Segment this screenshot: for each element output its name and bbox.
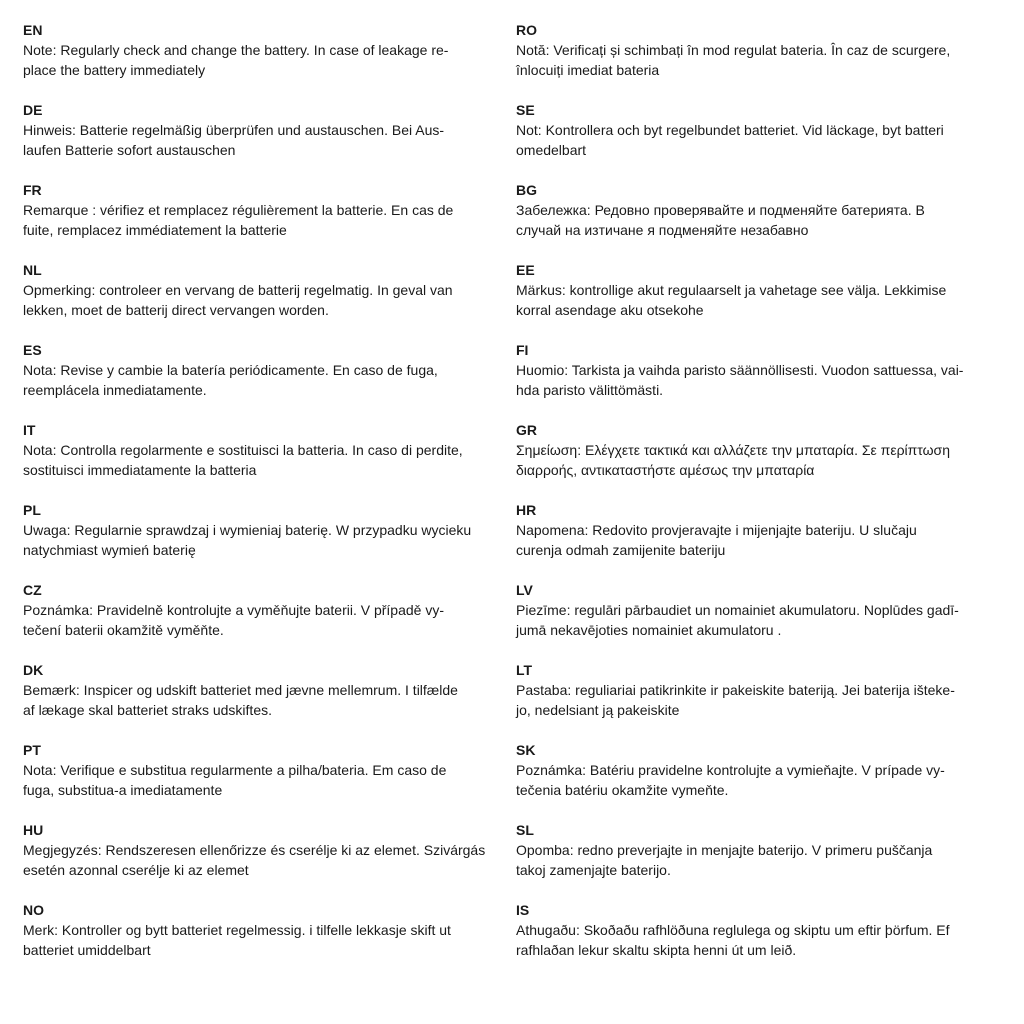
battery-note: Megjegyzés: Rendszeresen ellenőrizze és cserélje ki az elemet. Szivárgás esetén azonnal cserélje ki az elemet: [23, 842, 486, 878]
language-code: PL: [23, 502, 41, 518]
language-code: RO: [516, 22, 537, 38]
battery-note: Opomba: redno preverjajte in menjajte baterijo. V primeru puščanja takoj zamenjajte baterijo.: [516, 842, 933, 878]
battery-note: Pastaba: reguliariai patikrinkite ir pakeiskite bateriją. Jei baterija išteke- jo, nedelsiant ją pakeiskite: [516, 682, 955, 718]
battery-note: Note: Regularly check and change the battery. In case of leakage re- place the battery immediately: [23, 42, 449, 78]
language-entry: [516, 420, 994, 500]
language-code: NO: [23, 902, 44, 918]
language-code: HU: [23, 822, 44, 838]
language-entry: [516, 260, 994, 340]
battery-note: Opmerking: controleer en vervang de batterij regelmatig. In geval van lekken, moet de batterij direct vervangen worden.: [23, 282, 453, 318]
language-code: GR: [516, 422, 537, 438]
language-code: IT: [23, 422, 36, 438]
battery-note: Nota: Controlla regolarmente e sostituisci la batteria. In caso di perdite, sostituisci immediatamente la batteria: [23, 442, 463, 478]
battery-note: Piezīme: regulāri pārbaudiet un nomainiet akumulatoru. Noplūdes gadī- jumā nekavējoties nomainiet akumulatoru .: [516, 602, 959, 638]
battery-note: Bemærk: Inspicer og udskift batteriet med jævne mellemrum. I tilfælde af lækage skal batteriet straks udskiftes.: [23, 682, 458, 718]
language-entry: [23, 100, 501, 180]
battery-note: Märkus: kontrollige akut regulaarselt ja vahetage see välja. Lekkimise korral asendage aku otsekohe: [516, 282, 947, 318]
battery-note: Hinweis: Batterie regelmäßig überprüfen und austauschen. Bei Aus- laufen Batterie sofort austauschen: [23, 122, 445, 158]
language-code: FI: [516, 342, 529, 358]
language-entry: [23, 340, 501, 420]
language-code: IS: [516, 902, 530, 918]
language-code: BG: [516, 182, 537, 198]
language-entry: [516, 580, 994, 660]
language-entry: [516, 340, 994, 420]
battery-note: Notă: Verificați și schimbați în mod regulat bateria. În caz de scurgere, înlocuiți imediat bateria: [516, 42, 951, 78]
language-code: EE: [516, 262, 535, 278]
battery-note: Athugaðu: Skoðaðu rafhlöðuna reglulega og skiptu um eftir þörfum. Ef rafhlaðan lekur skaltu skipta henni út um leið.: [516, 922, 950, 958]
language-code: NL: [23, 262, 42, 278]
language-entry: [516, 740, 994, 820]
battery-note: Poznámka: Pravidelně kontrolujte a vyměňujte baterii. V případě vy- tečení baterii okamžitě vyměňte.: [23, 602, 444, 638]
language-code: CZ: [23, 582, 42, 598]
battery-note: Nota: Revise y cambie la batería periódicamente. En caso de fuga, reemplácela inmediatamente.: [23, 362, 438, 398]
battery-note: Uwaga: Regularnie sprawdzaj i wymieniaj baterię. W przypadku wycieku natychmiast wymień baterię: [23, 522, 472, 558]
language-entry: [23, 20, 501, 100]
battery-note: Merk: Kontroller og bytt batteriet regelmessig. i tilfelle lekkasje skift ut batteriet umiddelbart: [23, 922, 451, 958]
battery-note: Nota: Verifique e substitua regularmente a pilha/bateria. Em caso de fuga, substitua-a imediatamente: [23, 762, 447, 798]
language-entry: [516, 820, 994, 900]
battery-note: Napomena: Redovito provjeravajte i mijenjajte bateriju. U slučaju curenja odmah zamijenite bateriju: [516, 522, 917, 558]
battery-note: Not: Kontrollera och byt regelbundet batteriet. Vid läckage, byt batteri omedelbart: [516, 122, 944, 158]
language-code: HR: [516, 502, 537, 518]
language-entry: [23, 660, 501, 740]
language-code: LV: [516, 582, 533, 598]
right-column: [516, 20, 994, 980]
language-code: PT: [23, 742, 41, 758]
language-code: DE: [23, 102, 43, 118]
language-entry: [23, 580, 501, 660]
battery-note: Poznámka: Batériu pravidelne kontrolujte a vymieňajte. V prípade vy- tečenia batériu okamžite vymeňte.: [516, 762, 945, 798]
language-entry: [23, 500, 501, 580]
language-entry: [23, 260, 501, 340]
battery-note: Забележка: Редовно проверявайте и подменяйте батерията. В случай на изтичане я подменяйте незабавно: [516, 202, 925, 238]
language-entry: [23, 740, 501, 820]
battery-note: Remarque : vérifiez et remplacez régulièrement la batterie. En cas de fuite, remplacez immédiatement la batterie: [23, 202, 454, 238]
language-code: FR: [23, 182, 42, 198]
battery-note: Huomio: Tarkista ja vaihda paristo säännöllisesti. Vuodon sattuessa, vai- hda paristo välittömästi.: [516, 362, 964, 398]
battery-note: Σημείωση: Ελέγχετε τακτικά και αλλάζετε την μπαταρία. Σε περίπτωση διαρροής, αντικαταστήστε αμέσως την μπαταρία: [516, 442, 950, 478]
language-entry: [516, 180, 994, 260]
language-entry: [516, 500, 994, 580]
language-code: LT: [516, 662, 533, 678]
language-entry: [516, 900, 994, 980]
language-entry: [23, 820, 501, 900]
language-entry: [23, 900, 501, 980]
language-entry: [23, 420, 501, 500]
language-code: ES: [23, 342, 42, 358]
language-code: SE: [516, 102, 535, 118]
language-code: EN: [23, 22, 43, 38]
language-code: SL: [516, 822, 534, 838]
language-code: DK: [23, 662, 44, 678]
left-column: [23, 20, 501, 980]
language-entry: [516, 100, 994, 180]
language-entry: [516, 660, 994, 740]
language-code: SK: [516, 742, 536, 758]
language-entry: [23, 180, 501, 260]
language-entry: [516, 20, 994, 100]
